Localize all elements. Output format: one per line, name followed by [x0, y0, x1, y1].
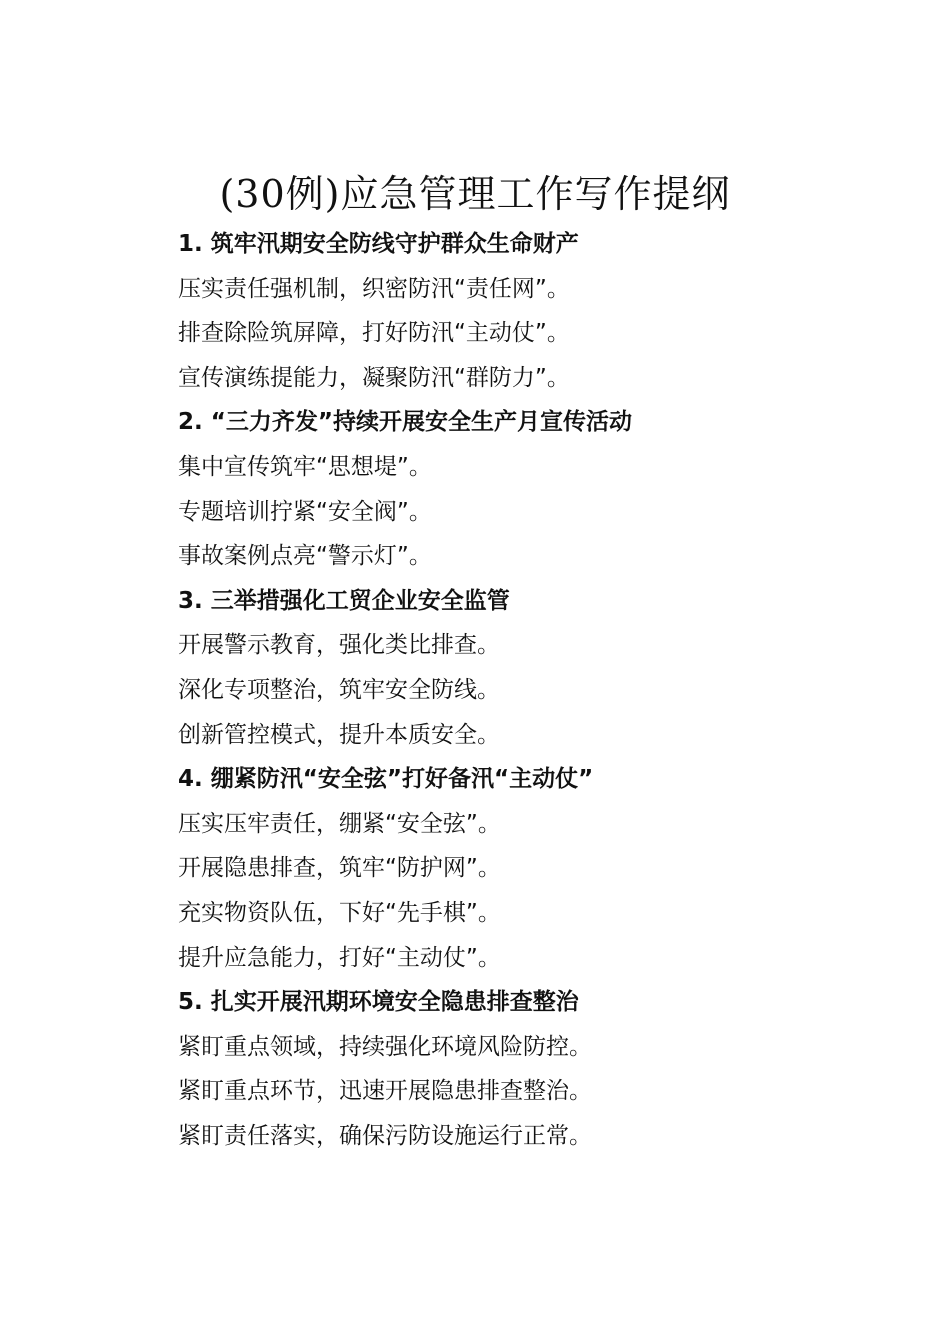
list-item: 压实压牢责任，绷紧“安全弦”。	[178, 810, 501, 837]
list-item: 排查除险筑屏障，打好防汛“主动仗”。	[178, 320, 570, 347]
list-item: 开展警示教育，强化类比排查。	[178, 632, 500, 659]
list-item: 宣传演练提能力，凝聚防汛“群防力”。	[178, 364, 570, 391]
list-item: 充实物资队伍，下好“先手棋”。	[178, 899, 501, 926]
document-title: (30例)应急管理工作写作提纲	[219, 172, 731, 216]
section-1	[178, 222, 898, 400]
list-item: 创新管控模式，提升本质安全。	[178, 721, 500, 748]
section-heading: 4. 绷紧防汛“安全弦”打好备汛“主动仗”	[178, 766, 594, 793]
section-heading: 3. 三举措强化工贸企业安全监管	[178, 587, 510, 614]
section-2	[178, 400, 898, 578]
list-item: 紧盯责任落实，确保污防设施运行正常。	[178, 1122, 592, 1149]
document-body	[178, 222, 898, 1158]
section-heading: 5. 扎实开展汛期环境安全隐患排查整治	[178, 989, 579, 1016]
list-item: 专题培训拧紧“安全阀”。	[178, 498, 432, 525]
section-4	[178, 757, 898, 980]
section-3	[178, 579, 898, 757]
section-5	[178, 980, 898, 1158]
list-item: 压实责任强机制，织密防汛“责任网”。	[178, 275, 570, 302]
list-item: 开展隐患排查，筑牢“防护网”。	[178, 855, 501, 882]
list-item: 集中宣传筑牢“思想堤”。	[178, 453, 432, 480]
list-item: 紧盯重点环节，迅速开展隐患排查整治。	[178, 1078, 592, 1105]
section-heading: 1. 筑牢汛期安全防线守护群众生命财产	[178, 231, 579, 257]
section-heading: 2. “三力齐发”持续开展安全生产月宣传活动	[178, 409, 632, 436]
list-item: 提升应急能力，打好“主动仗”。	[178, 944, 501, 971]
list-item: 事故案例点亮“警示灯”。	[178, 543, 432, 570]
list-item: 深化专项整治，筑牢安全防线。	[178, 676, 500, 703]
list-item: 紧盯重点领域，持续强化环境风险防控。	[178, 1033, 592, 1060]
